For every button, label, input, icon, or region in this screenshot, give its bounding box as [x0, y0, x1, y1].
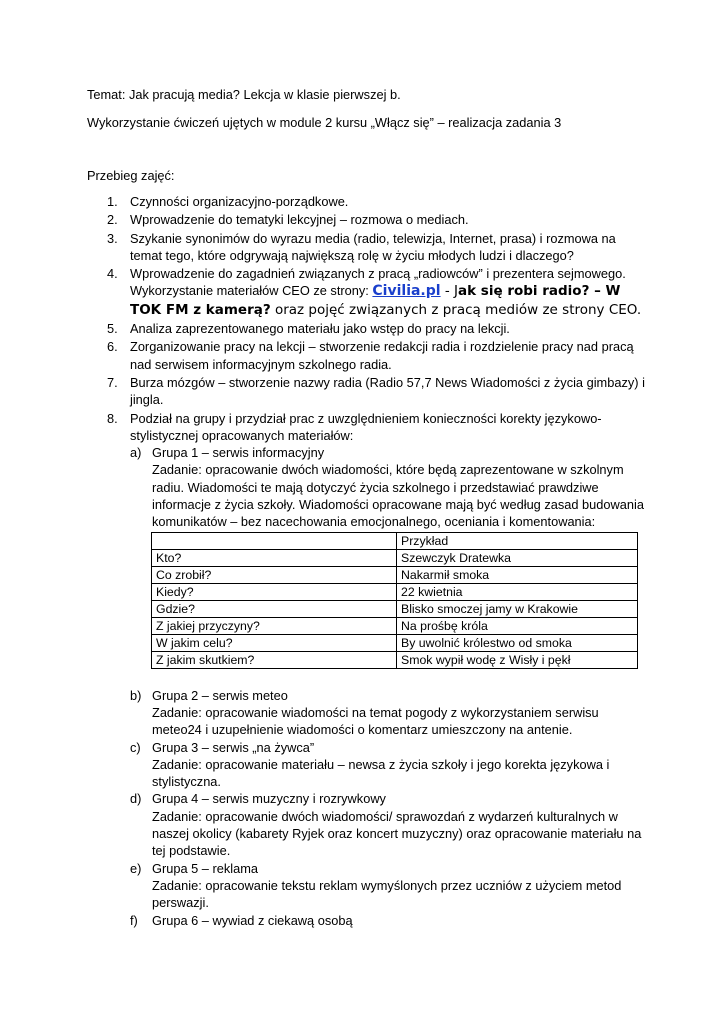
material-title: ak się robi radio? – W TOK FM z kamerą?	[130, 283, 621, 318]
group-title: Grupa 5 – reklama	[152, 860, 258, 876]
groups-list	[130, 444, 647, 929]
list-item: 3. Szykanie synonimów do wyrazu media (radio, telewizja, Internet, prasa) i rozmowa na temat tego, które odgrywają największą rolę w życiu młodych ludzi i dlaczego?	[107, 230, 616, 263]
group-title: Grupa 4 – serwis muzyczny i rozrywkowy	[152, 791, 386, 807]
group-task: Zadanie: opracowanie wiadomości na temat pogody z wykorzystaniem serwisu meteo24 i uzupełnienie wiadomości o komentarz umieszczony na antenie.	[152, 704, 599, 738]
group-item: c) Grupa 3 – serwis „na żywca” Zadanie: opracowanie materiału – newsa z życia szkoły i jego korekta językowa i stylistyczna.	[130, 739, 647, 791]
civilia-link[interactable]: Civilia.pl	[372, 283, 441, 300]
group-item: a) Grupa 1 – serwis informacyjny Zadanie: opracowanie dwóch wiadomości, które będą zaprezentowane w szkolnym radiu. Wiadomości te mają dotyczyć życia szkolnego i przedstawiać prawdziwe informacje z życia szkoły. Wiadomości opracowane mają być według zasad budowania komunikatów – bez nacechowania emocjonalnego, oceniania i komentowania: Przykład Kto? Szewczyk Dratewka Co zrobił? Nakarmił smoka Kiedy? 22 kwietnia Gdzie? Blisko smoczej jamy w Krakowie Z jakiej przyczyny? Na prośbę króla W jakim celu? By uwolnić królestwo od smoka Z jakim skutkiem? Smok wypił wodę z Wisły i pękł	[130, 444, 647, 668]
list-item: 6. Zorganizowanie pracy na lekcji – stworzenie redakcji radia i rozdzielenie pracy nad pracą nad serwisem informacyjnym szkolnego radia.	[107, 339, 634, 372]
example-table	[151, 532, 638, 669]
lesson-plan-heading: Przebieg zajęć:	[87, 168, 175, 183]
table-row: Gdzie? Blisko smoczej jamy w Krakowie	[152, 600, 638, 617]
group-title: Grupa 3 – serwis „na żywca”	[152, 739, 315, 755]
lesson-topic: Temat: Jak pracują media? Lekcja w klasie pierwszej b.	[87, 87, 401, 102]
group-item: e) Grupa 5 – reklama Zadanie: opracowanie tekstu reklam wymyślonych przez uczniów z użyciem metod perswazji.	[130, 860, 647, 912]
list-item: 8. Podział na grupy i przydział prac z uwzględnieniem konieczności korekty językowo-stylistycznej opracowanych materiałów: a) Grupa 1 – serwis informacyjny Zadanie: opracowanie dwóch wiadomości, które będą zaprezentowane w szkolnym radiu. Wiadomości te mają dotyczyć życia szkolnego i przedstawiać prawdziwe informacje z życia szkoły. Wiadomości opracowane mają być według zasad budowania komunikatów – bez nacechowania emocjonalnego, oceniania i komentowania: Przykład Kto? Szewczyk Dratewka Co zrobił? Nakarmił smoka Kiedy? 22 kwietnia Gdzie? Blisko smoczej jamy w Krakowie Z jakiej przyczyny? Na prośbę króla W jakim celu? By uwolnić królestwo od smoka Z jakim skutkiem? Smok wypił wodę z Wisły i pękł b) Grupa 2 – serwis meteo Zadanie: opracowanie wiadomości na temat pogody z wykorzystaniem serwisu meteo24 i uzupełnienie wiadomości o komentarz umieszczony na antenie. c) Grupa 3 – serwis „na żywca” Zadanie: opracowanie materiału – newsa z życia szkoły i jego korekta językowa i stylistyczna. d) Grupa 4 – serwis muzyczny i rozrywkowy Zadanie: opracowanie dwóch wiadomości/ sprawozdań z wydarzeń kulturalnych w naszej okolicy (kabarety Ryjek oraz koncert muzyczny) oraz opracowanie materiału na tej podstawie. e) Grupa 5 – reklama Zadanie: opracowanie tekstu reklam wymyślonych przez uczniów z użyciem metod perswazji. f) Grupa 6 – wywiad z ciekawą osobą	[87, 410, 647, 929]
table-row: Przykład	[152, 532, 638, 549]
list-item: 4. Wprowadzenie do zagadnień związanych z pracą „radiowców” i prezentera sejmowego. Wykorzystanie materiałów CEO ze strony: Civilia.pl - Jak się robi radio? – W TOK FM z kamerą? oraz pojęć związanych z pracą mediów ze strony CEO.	[107, 266, 642, 318]
table-row: Kiedy? 22 kwietnia	[152, 583, 638, 600]
list-item: 5. Analiza zaprezentowanego materiału jako wstęp do pracy na lekcji.	[107, 321, 510, 337]
group-title: Grupa 1 – serwis informacyjny	[152, 445, 325, 461]
group-task: Zadanie: opracowanie dwóch wiadomości/ sprawozdań z wydarzeń kulturalnych w naszej okolicy (kabarety Ryjek oraz koncert muzyczny) oraz opracowanie materiału na tej podstawie.	[152, 808, 642, 859]
table-row: Co zrobił? Nakarmił smoka	[152, 566, 638, 583]
list-item: 1. Czynności organizacyjno-porządkowe.	[107, 194, 349, 209]
lesson-steps-list	[87, 193, 647, 929]
course-usage: Wykorzystanie ćwiczeń ujętych w module 2 kursu „Włącz się” – realizacja zadania 3	[87, 115, 562, 130]
table-row: Kto? Szewczyk Dratewka	[152, 549, 638, 566]
group-task: Zadanie: opracowanie tekstu reklam wymyślonych przez uczniów z użyciem metod perswazji.	[152, 877, 622, 911]
group-item: d) Grupa 4 – serwis muzyczny i rozrywkowy Zadanie: opracowanie dwóch wiadomości/ sprawozdań z wydarzeń kulturalnych w naszej okolicy (kabarety Ryjek oraz koncert muzyczny) oraz opracowanie materiału na tej podstawie.	[130, 790, 647, 859]
group-item: f) Grupa 6 – wywiad z ciekawą osobą	[130, 912, 647, 929]
group-item: b) Grupa 2 – serwis meteo Zadanie: opracowanie wiadomości na temat pogody z wykorzystaniem serwisu meteo24 i uzupełnienie wiadomości o komentarz umieszczony na antenie.	[130, 687, 647, 739]
table-row: Z jakim skutkiem? Smok wypił wodę z Wisły i pękł	[152, 651, 638, 668]
table-row: W jakim celu? By uwolnić królestwo od smoka	[152, 634, 638, 651]
group-task: Zadanie: opracowanie dwóch wiadomości, które będą zaprezentowane w szkolnym radiu. Wiadomości te mają dotyczyć życia szkolnego i przedstawiać prawdziwe informacje z życia szkoły. Wiadomości opracowane mają być według zasad budowania komunikatów – bez nacechowania emocjonalnego, oceniania i komentowania:	[152, 462, 644, 530]
group-task: Zadanie: opracowanie materiału – newsa z życia szkoły i jego korekta językowa i stylistyczna.	[152, 756, 610, 790]
table-row: Z jakiej przyczyny? Na prośbę króla	[152, 617, 638, 634]
group-title: Grupa 6 – wywiad z ciekawą osobą	[152, 912, 353, 928]
group-title: Grupa 2 – serwis meteo	[152, 687, 288, 703]
list-item: 7. Burza mózgów – stworzenie nazwy radia (Radio 57,7 News Wiadomości z życia gimbazy) i jingla.	[107, 374, 645, 408]
list-item: 2. Wprowadzenie do tematyki lekcyjnej – rozmowa o mediach.	[107, 212, 469, 228]
